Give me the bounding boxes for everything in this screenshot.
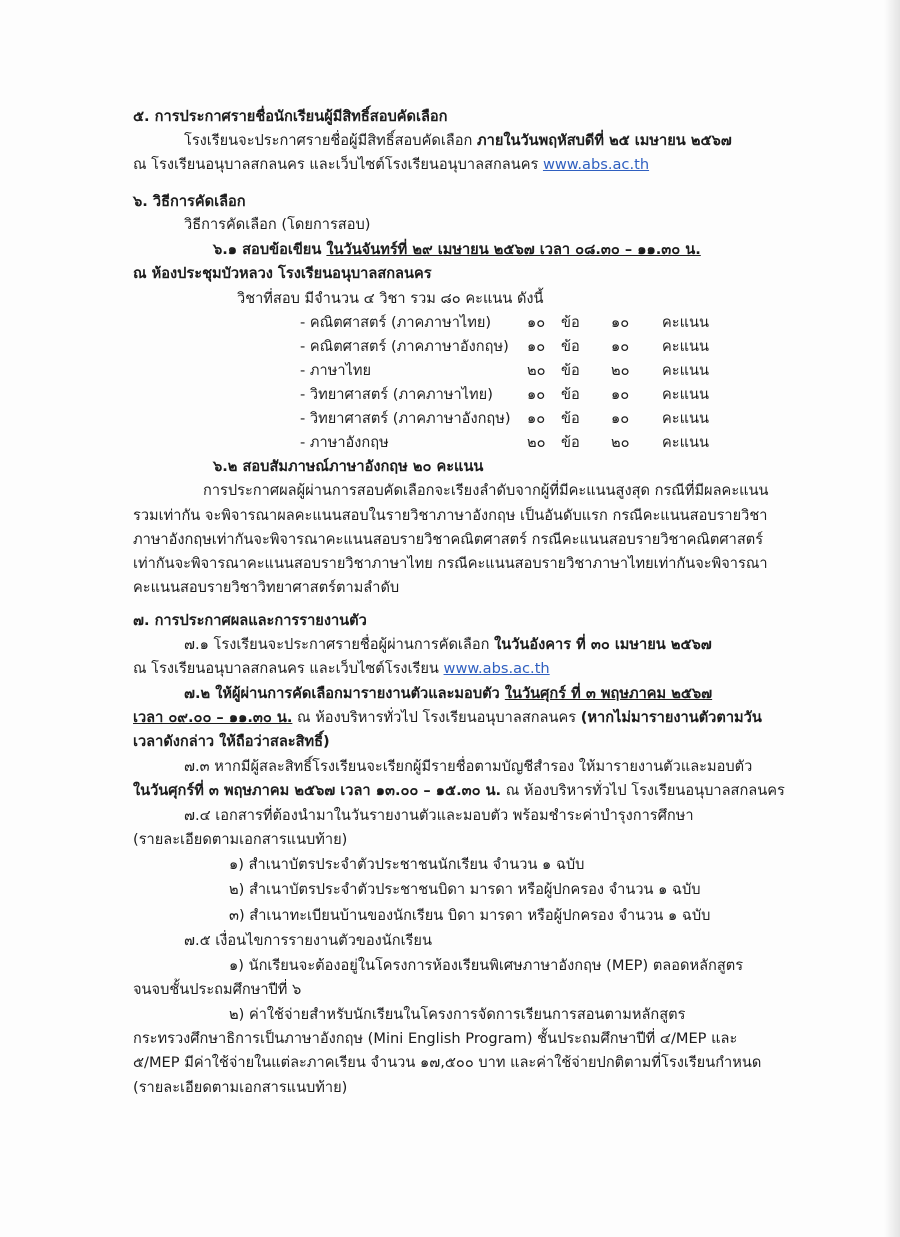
subject-items: ๑๐ [527, 410, 546, 427]
report-text: ๗.๒ ให้ผู้ผ่านการคัดเลือกมารายงานตัวและมอบตัว [184, 685, 505, 702]
subject-name: - ภาษาอังกฤษ [300, 434, 389, 451]
condition-1-line2: จนจบชั้นประถมศึกษาปีที่ ๖ [133, 981, 302, 998]
subject-items: ๑๐ [527, 386, 546, 403]
report-date: ในวันศุกร์ ที่ ๓ พฤษภาคม ๒๕๖๗ [504, 685, 713, 702]
subject-score-unit: คะแนน [662, 314, 709, 331]
ranking-para-line4: เท่ากันจะพิจารณาคะแนนสอบรายวิชาภาษาไทย กรณีคะแนนสอบรายวิชาภาษาไทยเท่ากันจะพิจารณา [133, 555, 768, 572]
ranking-para-line2: รวมเท่ากัน จะพิจารณาผลคะแนนสอบในรายวิชาภาษาอังกฤษ เป็นอันดับแรก กรณีคะแนนสอบรายวิชา [133, 507, 768, 524]
document-item: ๑) สำเนาบัตรประจำตัวประชาชนนักเรียน จำนวน ๑ ฉบับ [229, 856, 585, 873]
subject-items: ๑๐ [527, 314, 546, 331]
subject-name: - คณิตศาสตร์ (ภาคภาษาไทย) [300, 314, 492, 331]
subject-score-unit: คะแนน [662, 386, 709, 403]
document-item: ๓) สำเนาทะเบียนบ้านของนักเรียน บิดา มารดา หรือผู้ปกครอง จำนวน ๑ ฉบับ [229, 907, 711, 924]
section-7-4-line2: (รายละเอียดตามเอกสารแนบท้าย) [133, 831, 348, 848]
section-7-4-line1: ๗.๔ เอกสารที่ต้องนำมาในวันรายงานตัวและมอบตัว พร้อมชำระค่าบำรุงการศึกษา [184, 807, 694, 824]
subject-items-unit: ข้อ [561, 434, 580, 451]
condition-2-line2: กระทรวงศึกษาธิการเป็นภาษาอังกฤษ (Mini English Program) ชั้นประถมศึกษาปีที่ ๔/MEP และ [133, 1030, 738, 1047]
subject-name: - คณิตศาสตร์ (ภาคภาษาอังกฤษ) [300, 338, 509, 355]
report-warning-cont: เวลาดังกล่าว ให้ถือว่าสละสิทธิ์) [133, 733, 330, 750]
section-5-text: โรงเรียนจะประกาศรายชื่อผู้มีสิทธิ์สอบคัดเลือก [184, 132, 477, 149]
interview-exam: ๖.๒ สอบสัมภาษณ์ภาษาอังกฤษ ๒๐ คะแนน [213, 458, 484, 475]
reserve-date: ในวันศุกร์ที่ ๓ พฤษภาคม ๒๕๖๗ เวลา ๑๓.๐๐ – ๑๕.๓๐ น. [133, 782, 502, 799]
subject-items-unit: ข้อ [561, 338, 580, 355]
subject-score: ๑๐ [611, 338, 630, 355]
subject-items-unit: ข้อ [561, 386, 580, 403]
announce-place: ณ โรงเรียนอนุบาลสกลนคร และเว็บไซต์โรงเรียน [133, 660, 444, 677]
subject-score-unit: คะแนน [662, 362, 709, 379]
subject-score: ๑๐ [611, 314, 630, 331]
section-6-heading: ๖. วิธีการคัดเลือก [133, 193, 246, 210]
ranking-para-line5: คะแนนสอบรายวิชาวิทยาศาสตร์ตามลำดับ [133, 579, 400, 596]
section-7-3-line2 [133, 781, 785, 801]
condition-2-line4: (รายละเอียดตามเอกสารแนบท้าย) [133, 1079, 348, 1096]
subject-name: - วิทยาศาสตร์ (ภาคภาษาไทย) [300, 386, 493, 403]
section-7-3-line1: ๗.๓ หากมีผู้สละสิทธิ์โรงเรียนจะเรียกผู้มีรายชื่อตามบัญชีสำรอง ให้มารายงานตัวและมอบตัว [184, 758, 753, 775]
scan-edge-shadow [884, 0, 900, 1237]
section-6-1-line [213, 240, 701, 260]
written-exam-label: ๖.๑ สอบข้อเขียน [213, 241, 327, 258]
written-exam-place: ณ ห้องประชุมบัวหลวง โรงเรียนอนุบาลสกลนคร [133, 265, 432, 282]
ranking-para-line1: การประกาศผลผู้ผ่านการสอบคัดเลือกจะเรียงลำดับจากผู้ที่มีคะแนนสูงสุด กรณีที่มีผลคะแนน [203, 482, 769, 499]
subject-items: ๒๐ [527, 362, 546, 379]
report-time: เวลา ๐๙.๐๐ – ๑๑.๓๐ น. [133, 709, 293, 726]
section-5-place: ณ โรงเรียนอนุบาลสกลนคร และเว็บไซต์โรงเรียนอนุบาลสกลนคร [133, 156, 543, 173]
section-5-date: ภายในวันพฤหัสบดีที่ ๒๕ เมษายน ๒๕๖๗ [477, 132, 732, 149]
report-place: ณ ห้องบริหารทั่วไป โรงเรียนอนุบาลสกลนคร [292, 709, 581, 726]
section-7-1-line [184, 635, 712, 655]
ranking-para-line3: ภาษาอังกฤษเท่ากันจะพิจารณาคะแนนสอบรายวิชาคณิตศาสตร์ กรณีคะแนนสอบรายวิชาคณิตศาสตร์ [133, 531, 764, 548]
subject-score: ๑๐ [611, 386, 630, 403]
subject-score-unit: คะแนน [662, 434, 709, 451]
school-website-link[interactable]: www.abs.ac.th [542, 156, 650, 173]
subject-items-unit: ข้อ [561, 410, 580, 427]
subject-score: ๒๐ [611, 362, 630, 379]
section-7-2-line1 [184, 684, 712, 704]
subject-items-unit: ข้อ [561, 314, 580, 331]
subject-items: ๑๐ [527, 338, 546, 355]
section-5-paragraph-line2 [133, 155, 649, 175]
subject-score-unit: คะแนน [662, 338, 709, 355]
section-7-2-line2 [133, 708, 762, 728]
condition-2-line3: ๕/MEP มีค่าใช้จ่ายในแต่ละภาคเรียน จำนวน ๑๗,๕๐๐ บาท และค่าใช้จ่ายปกติตามที่โรงเรียนกำหนด [133, 1054, 762, 1071]
announce-text: ๗.๑ โรงเรียนจะประกาศรายชื่อผู้ผ่านการคัดเลือก [184, 636, 495, 653]
section-5-paragraph-line1 [184, 131, 732, 151]
selection-method: วิธีการคัดเลือก (โดยการสอบ) [184, 216, 371, 233]
section-7-1-place [133, 659, 550, 679]
written-exam-date: ในวันจันทร์ที่ ๒๙ เมษายน ๒๕๖๗ เวลา ๐๘.๓๐ – ๑๑.๓๐ น. [326, 241, 701, 258]
subject-score: ๑๐ [611, 410, 630, 427]
subject-name: - วิทยาศาสตร์ (ภาคภาษาอังกฤษ) [300, 410, 511, 427]
subject-score: ๒๐ [611, 434, 630, 451]
section-5-heading: ๕. การประกาศรายชื่อนักเรียนผู้มีสิทธิ์สอบคัดเลือก [133, 108, 448, 125]
report-warning: (หากไม่มารายงานตัวตามวัน [580, 709, 762, 726]
subject-items-unit: ข้อ [561, 362, 580, 379]
subject-items: ๒๐ [527, 434, 546, 451]
subject-name: - ภาษาไทย [300, 362, 372, 379]
section-7-5-heading: ๗.๕ เงื่อนไขการรายงานตัวของนักเรียน [184, 932, 432, 949]
condition-1-line1: ๑) นักเรียนจะต้องอยู่ในโครงการห้องเรียนพิเศษภาษาอังกฤษ (MEP) ตลอดหลักสูตร [229, 957, 744, 974]
announce-website-link[interactable]: www.abs.ac.th [443, 660, 550, 677]
subjects-intro: วิชาที่สอบ มีจำนวน ๔ วิชา รวม ๘๐ คะแนน ดังนี้ [237, 290, 544, 307]
subject-score-unit: คะแนน [662, 410, 709, 427]
reserve-place: ณ ห้องบริหารทั่วไป โรงเรียนอนุบาลสกลนคร [501, 782, 785, 799]
document-item: ๒) สำเนาบัตรประจำตัวประชาชนบิดา มารดา หรือผู้ปกครอง จำนวน ๑ ฉบับ [229, 881, 701, 898]
condition-2-line1: ๒) ค่าใช้จ่ายสำหรับนักเรียนในโครงการจัดการเรียนการสอนตามหลักสูตร [229, 1006, 686, 1023]
announce-date: ในวันอังคาร ที่ ๓๐ เมษายน ๒๕๖๗ [494, 636, 712, 653]
section-7-heading: ๗. การประกาศผลและการรายงานตัว [133, 612, 367, 629]
